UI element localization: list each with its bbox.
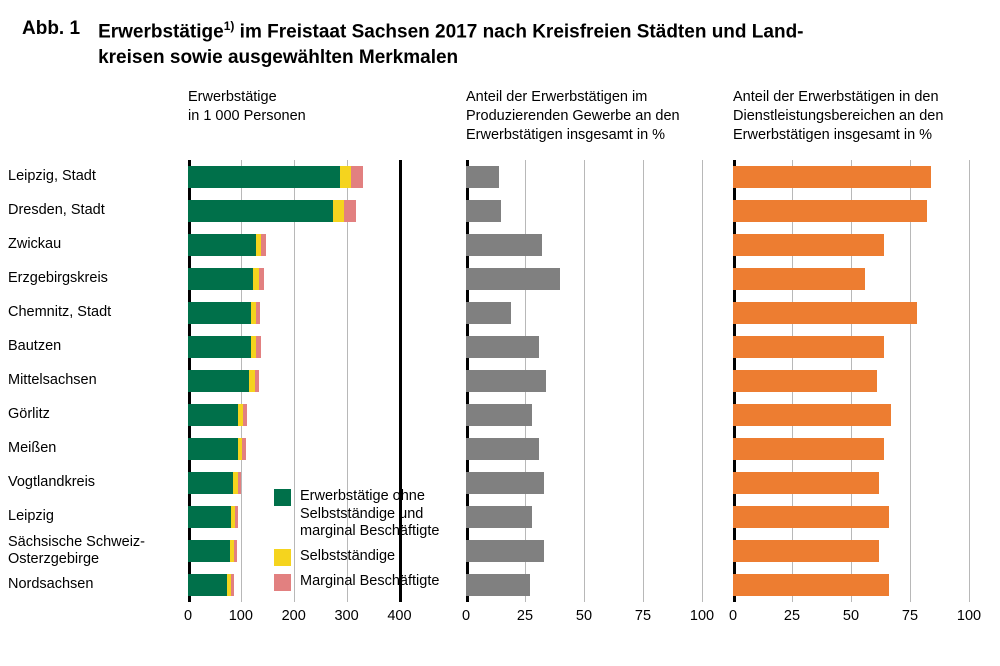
category-label (8, 330, 180, 364)
bar-row (188, 432, 410, 466)
category-labels (8, 160, 180, 602)
bar-row (733, 330, 969, 364)
bar-segment (351, 166, 363, 188)
bar (466, 370, 546, 392)
bar-segment (261, 234, 266, 256)
legend-swatch (274, 574, 291, 591)
bar (466, 472, 544, 494)
bar-row (466, 296, 702, 330)
bar-row (466, 194, 702, 228)
category-label (8, 262, 180, 296)
legend-item (274, 488, 439, 541)
bar-row (733, 262, 969, 296)
bar-segment (340, 166, 352, 188)
bar-segment (235, 506, 238, 528)
legend-label: Marginal Beschäftigte (300, 573, 440, 590)
bar (733, 370, 877, 392)
bar-segment (188, 370, 249, 392)
category-label-text: Zwickau (8, 236, 62, 253)
bar (733, 336, 884, 358)
bar-segment (234, 540, 237, 562)
bar-row (733, 534, 969, 568)
bar-segment (188, 438, 238, 460)
bar (466, 506, 532, 528)
bar-row (733, 364, 969, 398)
axis-tick-label: 75 (901, 608, 919, 624)
bar-row (188, 364, 410, 398)
bar (466, 404, 532, 426)
bar-row (733, 194, 969, 228)
legend-item (274, 548, 439, 566)
bar-row (466, 330, 702, 364)
bar (733, 166, 931, 188)
bar (466, 438, 539, 460)
panel-produzierendes-gewerbe (466, 160, 702, 602)
legend-swatch (274, 489, 291, 506)
category-label (8, 228, 180, 262)
category-label (8, 466, 180, 500)
x-axis-ticks-panel-3 (728, 608, 982, 628)
gridline (702, 160, 703, 602)
bar-row (466, 398, 702, 432)
bar-row (188, 398, 410, 432)
bar-row (188, 160, 410, 194)
figure-label: Abb. 1 (22, 18, 81, 39)
category-label (8, 568, 180, 602)
bar-segment (255, 370, 260, 392)
legend-swatch (274, 549, 291, 566)
axis-tick-label: 50 (575, 608, 593, 624)
bar-row (466, 534, 702, 568)
bars-panel-3 (733, 160, 969, 602)
panel-2-header-line-2: Produzierenden Gewerbe an den (466, 108, 680, 125)
category-label (8, 534, 180, 568)
bar-row (466, 466, 702, 500)
category-label-text: Görlitz (8, 406, 50, 423)
x-axis-ticks-panel-1 (183, 608, 412, 628)
bar (733, 540, 879, 562)
bar (466, 166, 499, 188)
title-footnote-marker: 1) (223, 19, 235, 33)
bar (466, 336, 539, 358)
axis-tick-label: 0 (461, 608, 471, 624)
bar-row (188, 228, 410, 262)
category-label-text: Sächsische Schweiz- Osterzgebirge (8, 533, 145, 567)
category-label-text: Bautzen (8, 338, 62, 355)
title-line-2: kreisen sowie ausgewählten Merkmalen (98, 46, 459, 68)
bar-segment (188, 472, 233, 494)
bar (733, 574, 889, 596)
bar-segment (188, 574, 227, 596)
category-label-text: Leipzig (8, 508, 54, 525)
panel-3-header-line-2: Dienstleistungsbereichen an den (733, 108, 944, 125)
category-label (8, 296, 180, 330)
panel-1-header (188, 88, 438, 126)
bar (733, 302, 917, 324)
bar-row (466, 432, 702, 466)
category-label (8, 432, 180, 466)
legend-label: Erwerbstätige ohne Selbstständige und marginal Beschäftigte (300, 488, 440, 540)
bar-row (466, 160, 702, 194)
bar-segment (188, 166, 340, 188)
bars-panel-2 (466, 160, 702, 602)
bar (466, 200, 501, 222)
bar (466, 574, 530, 596)
x-axis-ticks-panel-2 (461, 608, 715, 628)
gridline (969, 160, 970, 602)
category-label (8, 160, 180, 194)
bar (733, 268, 865, 290)
bar-row (733, 500, 969, 534)
axis-tick-label: 25 (516, 608, 534, 624)
bar-segment (188, 268, 253, 290)
panel-3-header (733, 88, 993, 145)
bar-segment (188, 200, 333, 222)
panel-dienstleistungsbereiche (733, 160, 969, 602)
panel-3-header-line-1: Anteil der Erwerbstätigen in den (733, 89, 939, 105)
axis-tick-label: 0 (728, 608, 738, 624)
bar-segment (188, 302, 251, 324)
bar-row (188, 194, 410, 228)
bar-row (733, 432, 969, 466)
legend-item (274, 573, 439, 591)
category-label (8, 364, 180, 398)
axis-tick-label: 25 (783, 608, 801, 624)
bar-segment (256, 336, 261, 358)
bar-row (733, 296, 969, 330)
chart-legend (274, 488, 439, 598)
bar-row (466, 228, 702, 262)
category-label-text: Chemnitz, Stadt (8, 304, 112, 321)
bar (466, 302, 511, 324)
bar-segment (333, 200, 344, 222)
category-label-text: Vogtlandkreis (8, 474, 96, 491)
bar-row (466, 568, 702, 602)
bar-segment (188, 336, 251, 358)
panel-1-header-line-2: in 1 000 Personen (188, 108, 306, 125)
bar-segment (243, 404, 247, 426)
panel-3-header-line-3: Erwerbstätigen insgesamt in % (733, 127, 933, 144)
axis-tick-label: 100 (689, 608, 715, 624)
bar-segment (231, 574, 234, 596)
bar (466, 234, 542, 256)
category-label-text: Nordsachsen (8, 576, 94, 593)
bar-row (466, 364, 702, 398)
bar-segment (256, 302, 260, 324)
axis-tick-label: 75 (634, 608, 652, 624)
category-label (8, 194, 180, 228)
category-label (8, 398, 180, 432)
bar (733, 506, 889, 528)
figure-title-block (22, 18, 972, 71)
category-label-text: Meißen (8, 440, 57, 457)
title-rest: im Freistaat Sachsen 2017 nach Kreisfreien Städten und Land- (234, 21, 804, 43)
axis-tick-label: 0 (183, 608, 193, 624)
bar-row (733, 228, 969, 262)
bar (733, 404, 891, 426)
bar (733, 200, 927, 222)
bar-row (188, 330, 410, 364)
bar-segment (344, 200, 356, 222)
axis-tick-label: 100 (956, 608, 982, 624)
bar (466, 268, 560, 290)
panel-2-header (466, 88, 721, 145)
bar-row (733, 568, 969, 602)
panel-2-header-line-1: Anteil der Erwerbstätigen im (466, 89, 648, 105)
axis-tick-label: 400 (387, 608, 412, 624)
axis-tick-label: 50 (842, 608, 860, 624)
category-label-text: Erzgebirgskreis (8, 270, 108, 287)
panel-1-header-line-1: Erwerbstätige (188, 89, 277, 105)
axis-tick-label: 300 (334, 608, 359, 624)
page-title (98, 18, 803, 71)
category-label-text: Dresden, Stadt (8, 202, 105, 219)
bar-segment (259, 268, 264, 290)
bar-segment (188, 404, 238, 426)
bar-row (188, 262, 410, 296)
bar (466, 540, 544, 562)
bar-segment (188, 506, 231, 528)
bar-row (188, 296, 410, 330)
bar-segment (242, 438, 246, 460)
bar-segment (238, 472, 242, 494)
bar (733, 234, 884, 256)
panel-2-header-line-3: Erwerbstätigen insgesamt in % (466, 127, 666, 144)
bar-row (733, 466, 969, 500)
bar (733, 472, 879, 494)
bar-segment (188, 540, 230, 562)
axis-tick-label: 200 (281, 608, 306, 624)
legend-label: Selbstständige (300, 548, 396, 565)
axis-tick-label: 100 (228, 608, 253, 624)
bar-row (466, 262, 702, 296)
bar (733, 438, 884, 460)
category-label-text: Leipzig, Stadt (8, 168, 96, 185)
bar-row (733, 160, 969, 194)
category-label-text: Mittelsachsen (8, 372, 97, 389)
title-main: Erwerbstätige (98, 21, 224, 43)
bar-segment (188, 234, 256, 256)
category-label (8, 500, 180, 534)
bar-row (733, 398, 969, 432)
bar-row (466, 500, 702, 534)
